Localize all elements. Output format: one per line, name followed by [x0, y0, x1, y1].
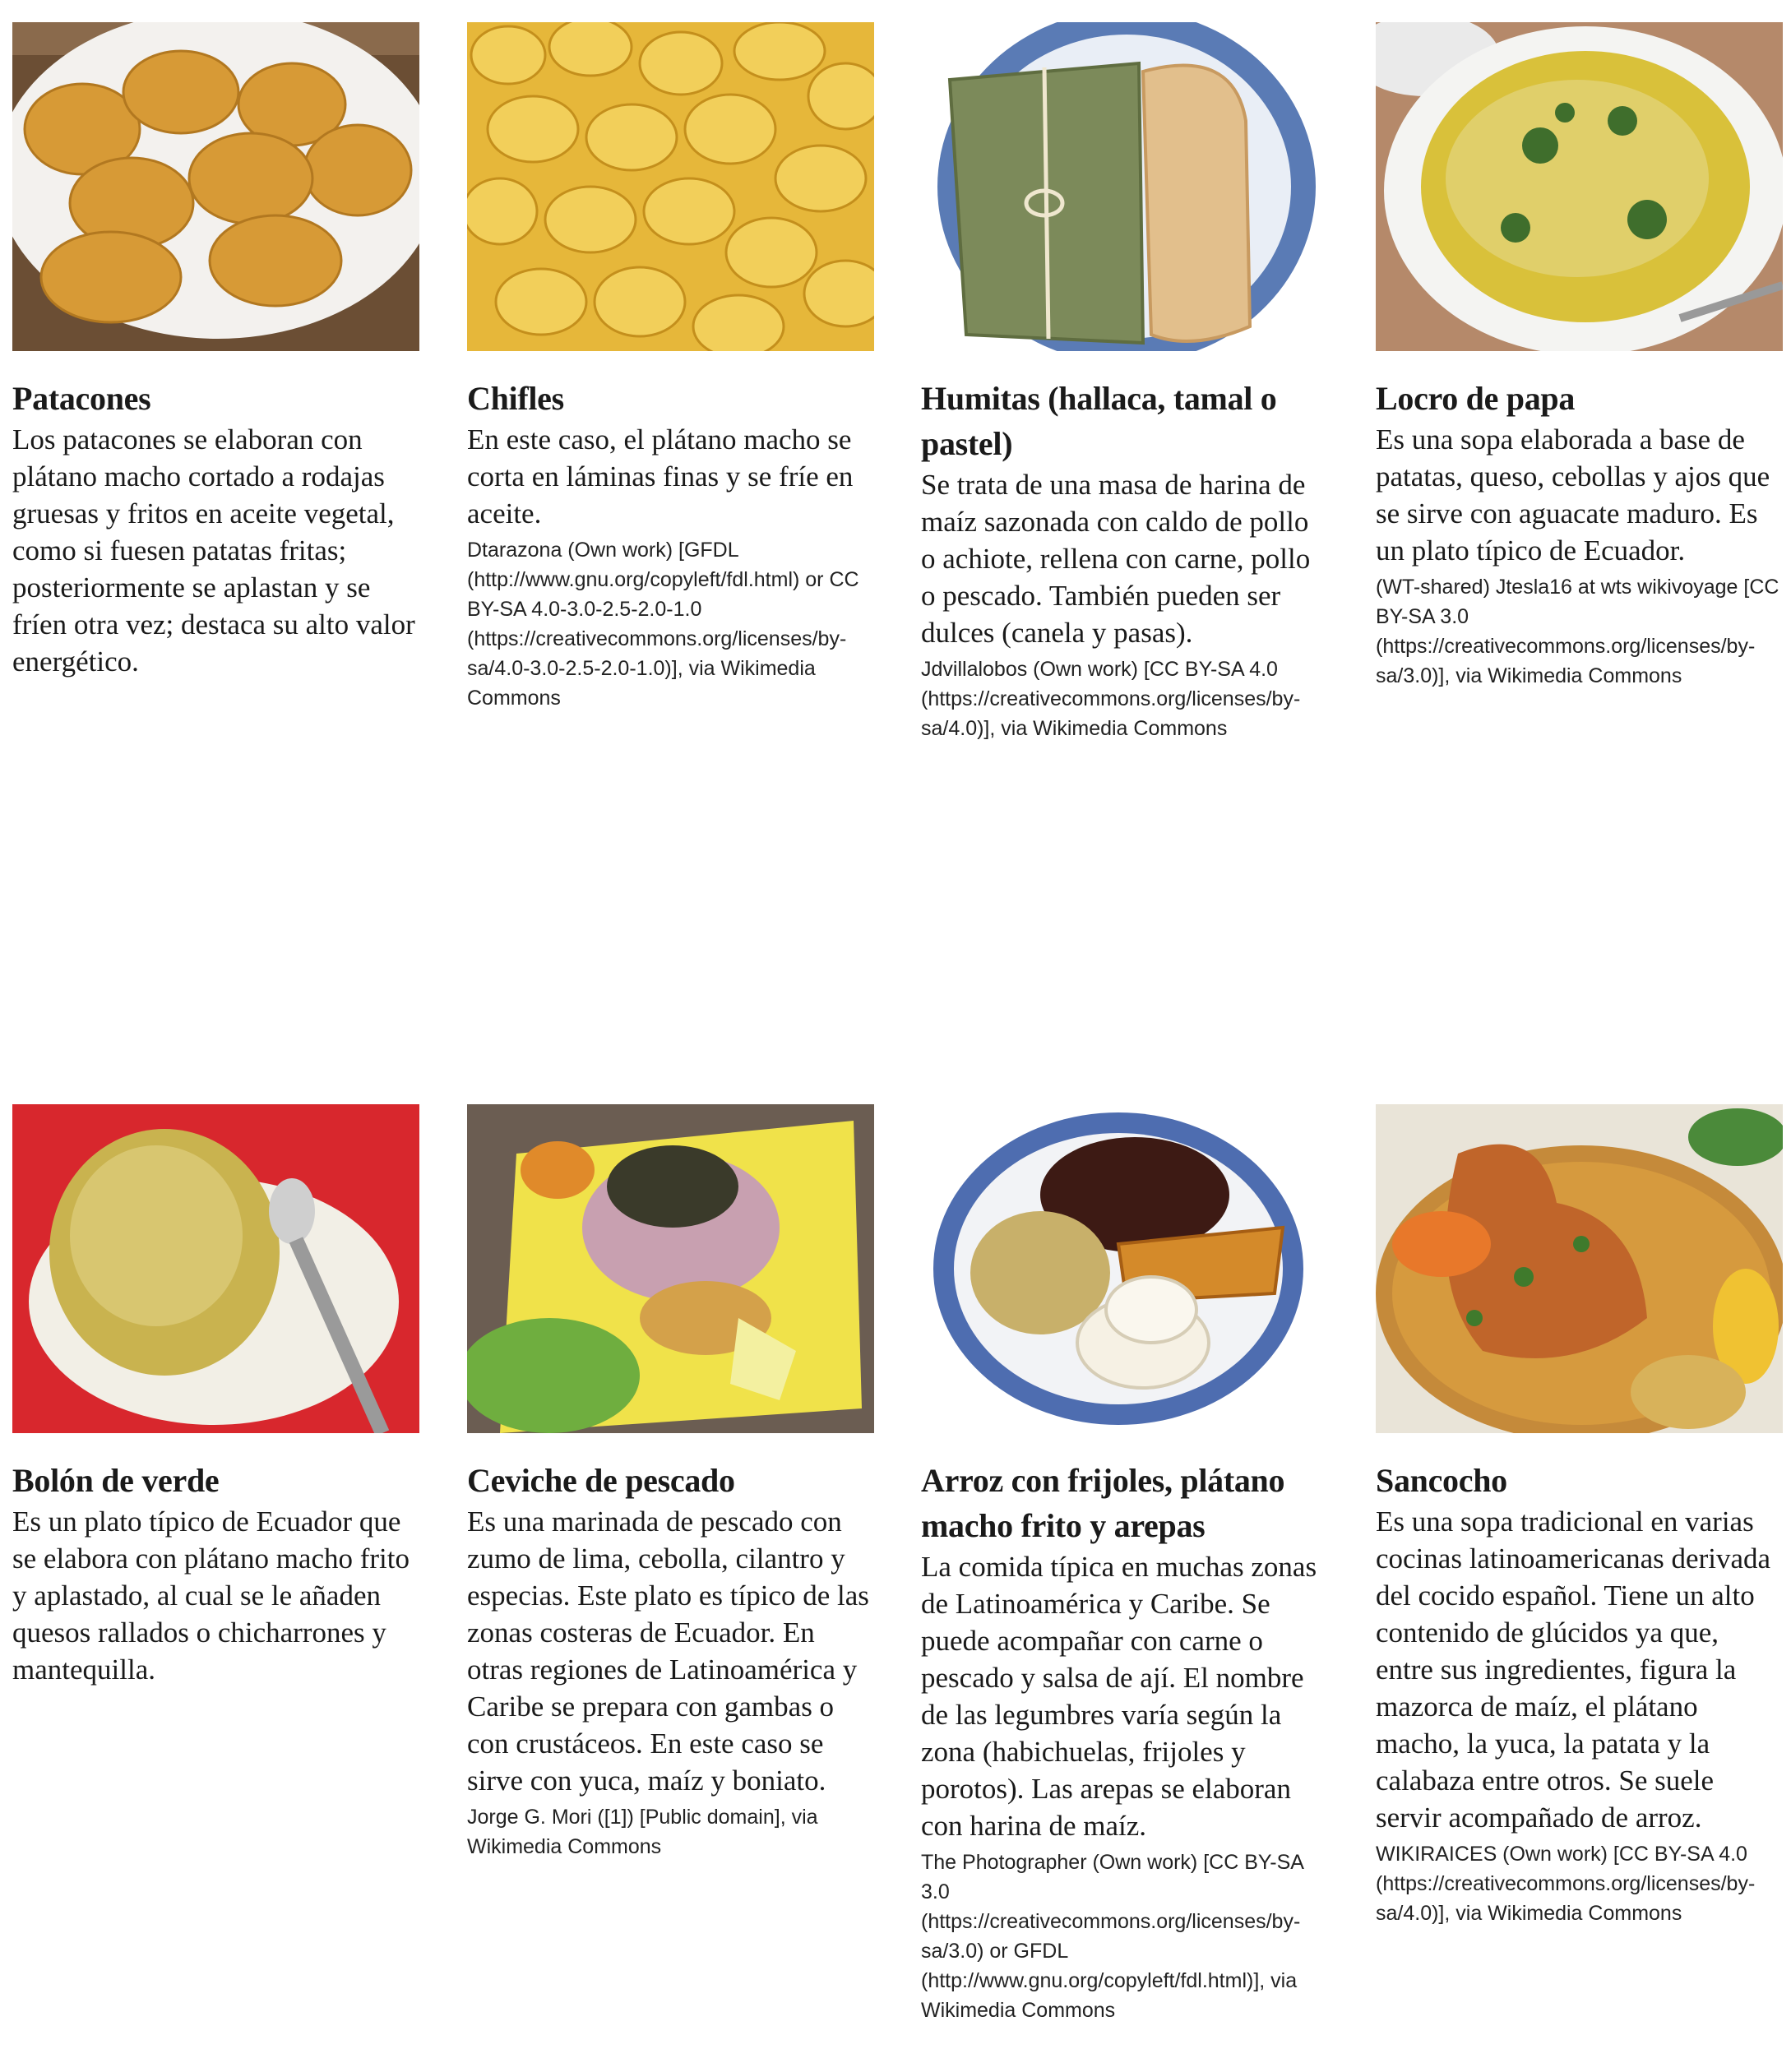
dish-description: Es una marinada de pescado con zumo de lima, cebolla, cilantro y especias. Este plato es típico de las zonas costeras de Ecuador. En otras regiones de Latinoamérica y Caribe se prepara con gambas o con crustáceos. En este caso se sirve con yuca, maíz y boniato. [467, 1505, 869, 1797]
dish-title: Sancocho [1376, 1462, 1507, 1499]
chifles-photo [467, 22, 874, 351]
dish-title: Chifles [467, 380, 564, 417]
photo-credit: WIKIRAICES (Own work) [CC BY-SA 4.0 (https://creativecommons.org/licenses/by-sa/4.0)], via Wikimedia Commons [1376, 1843, 1756, 1925]
photo-credit: (WT-shared) Jtesla16 at wts wikivoyage [CC BY-SA 3.0 (https://creativecommons.org/licenses/by-sa/3.0)], via Wikimedia Commons [1376, 576, 1779, 687]
bolon-de-verde-photo [12, 1104, 419, 1433]
dish-title: Ceviche de pescado [467, 1462, 735, 1499]
dish-title: Humitas (hallaca, tamal o pastel) [921, 380, 1277, 462]
photo-credit: The Photographer (Own work) [CC BY-SA 3.0 (https://creativecommons.org/licenses/by-sa/3.0) or GFDL (http://www.gnu.org/copyleft/fdl.html)], via Wikimedia Commons [921, 1851, 1303, 2022]
dish-description: En este caso, el plátano macho se corta en láminas finas y se fríe en aceite. [467, 423, 854, 530]
dish-title: Bolón de verde [12, 1462, 220, 1499]
dish-title: Patacones [12, 380, 151, 417]
ceviche-de-pescado-photo [467, 1104, 874, 1433]
dish-title: Locro de papa [1376, 380, 1576, 417]
dish-description: Se trata de una masa de harina de maíz sazonada con caldo de pollo o achiote, rellena con carne, pollo o pescado. También pueden ser dulces (canela y pasas). [921, 469, 1311, 649]
photo-credit: Jdvillalobos (Own work) [CC BY-SA 4.0 (https://creativecommons.org/licenses/by-sa/4.0)], via Wikimedia Commons [921, 658, 1301, 740]
humitas-photo [921, 22, 1328, 351]
dish-description: Es un plato típico de Ecuador que se elabora con plátano macho frito y aplastado, al cual se le añaden quesos rallados o chicharrones y mantequilla. [12, 1505, 410, 1686]
patacones-photo [12, 22, 419, 351]
dish-description: La comida típica en muchas zonas de Latinoamérica y Caribe. Se puede acompañar con carne o pescado y salsa de ají. El nombre de las legumbres varía según la zona (habichuelas, frijoles y porotos). Las arepas se elaboran con harina de maíz. [921, 1551, 1317, 1842]
locro-de-papa-photo [1376, 22, 1783, 351]
arroz-con-frijoles-photo [921, 1104, 1328, 1433]
sancocho-photo [1376, 1104, 1783, 1433]
dish-card-chifles [467, 22, 874, 713]
dish-card-sancocho [1376, 1104, 1783, 1928]
dish-card-bolon-de-verde [12, 1104, 419, 1688]
photo-credit: Jorge G. Mori ([1]) [Public domain], via Wikimedia Commons [467, 1806, 818, 1858]
dish-card-ceviche-de-pescado [467, 1104, 874, 1862]
dish-description: Es una sopa tradicional en varias cocinas latinoamericanas derivada del cocido español. Tiene un alto contenido de glúcidos ya que, entre sus ingredientes, figura la mazorca de maíz, el plátano macho, la yuca, la patata y la calabaza entre otros. Se suele servir acompañado de arroz. [1376, 1505, 1771, 1834]
dish-description: Los patacones se elaboran con plátano macho cortado a rodajas gruesas y fritos en aceite vegetal, como si fuesen patatas fritas; posteriormente se aplastan y se fríen otra vez; destaca su alto valor energético. [12, 423, 415, 678]
photo-credit: Dtarazona (Own work) [GFDL (http://www.gnu.org/copyleft/fdl.html) or CC BY-SA 4.0-3.0-2.5-2.0-1.0 (https://creativecommons.org/licenses/by-sa/4.0-3.0-2.5-2.0-1.0)], via Wikimedia Commons [467, 539, 859, 710]
dish-title: Arroz con frijoles, plátano macho frito y arepas [921, 1462, 1285, 1544]
dish-card-locro-de-papa [1376, 22, 1783, 691]
dish-card-humitas [921, 22, 1328, 743]
dish-description: Es una sopa elaborada a base de patatas, queso, cebollas y ajos que se sirve con aguacate maduro. Es un plato típico de Ecuador. [1376, 423, 1770, 567]
dish-card-patacones [12, 22, 419, 680]
dish-card-arroz-con-frijoles [921, 1104, 1328, 2025]
